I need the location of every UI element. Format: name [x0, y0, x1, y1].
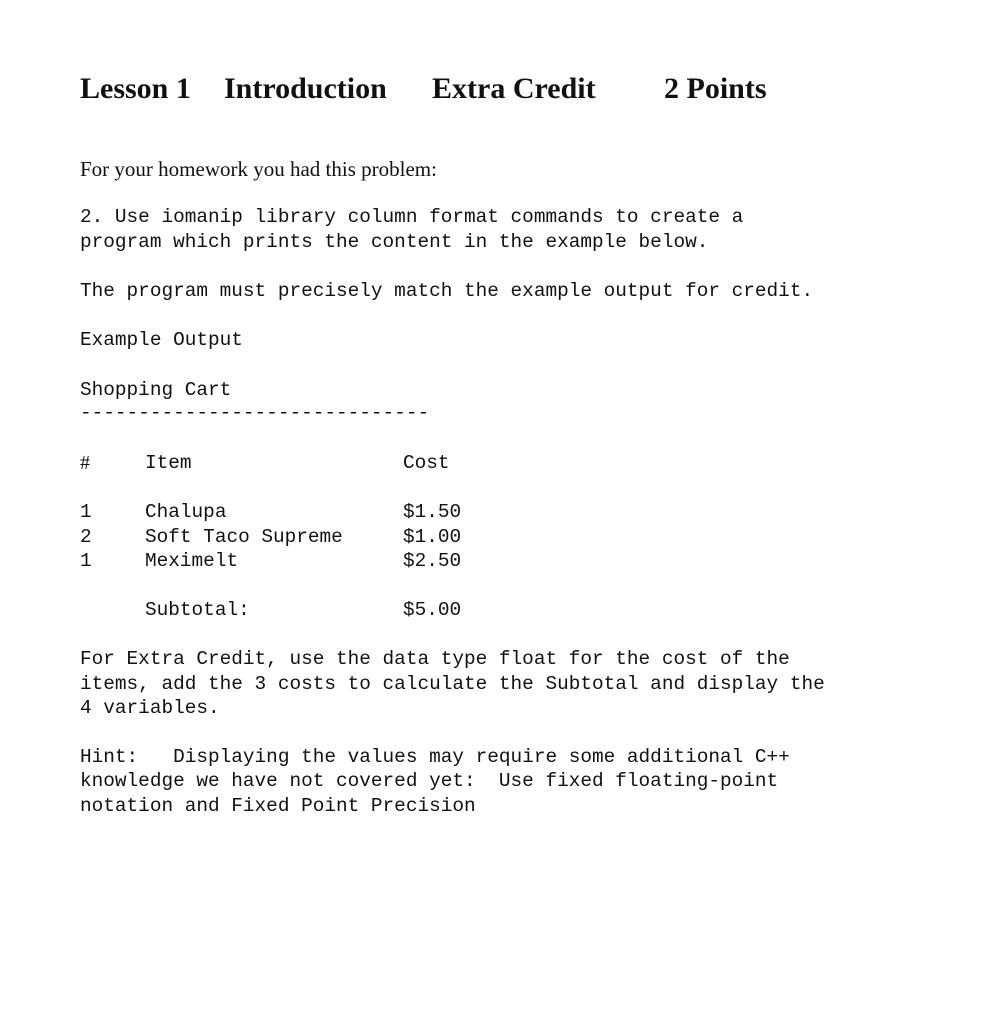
row-qty: 1 [80, 550, 92, 572]
requirement-text: The program must precisely match the example output for credit. [80, 280, 814, 302]
problem-line-1: 2. Use iomanip library column format commands to create a [80, 206, 744, 228]
row-cost: $1.00 [403, 526, 462, 548]
header-qty: # [80, 452, 90, 474]
title-section: Extra Credit [432, 72, 596, 105]
subtotal-label: Subtotal: [145, 599, 250, 621]
title-lesson: Lesson 1 [80, 72, 191, 105]
extra-credit-line-2: items, add the 3 costs to calculate the Subtotal and display the [80, 673, 825, 695]
subtotal-value: $5.00 [403, 599, 462, 621]
header-item: Item [145, 452, 192, 474]
extra-credit-line-3: 4 variables. [80, 697, 220, 719]
title-points: 2 Points [664, 72, 767, 105]
intro-text: For your homework you had this problem: [80, 157, 437, 181]
row-cost: $2.50 [403, 550, 462, 572]
cart-divider: ------------------------------ [80, 402, 430, 424]
row-item: Meximelt [145, 550, 239, 572]
problem-line-2: program which prints the content in the example below. [80, 231, 709, 253]
row-item: Chalupa [145, 501, 227, 523]
header-cost: Cost [403, 452, 450, 474]
title-topic: Introduction [224, 72, 387, 105]
row-cost: $1.50 [403, 501, 462, 523]
hint-line-1: Hint: Displaying the values may require some additional C++ [80, 746, 790, 768]
hint-line-3: notation and Fixed Point Precision [80, 795, 476, 817]
example-output-label: Example Output [80, 329, 243, 351]
hint-line-2: knowledge we have not covered yet: Use fixed floating-point [80, 770, 779, 792]
extra-credit-line-1: For Extra Credit, use the data type float for the cost of the [80, 648, 790, 670]
row-qty: 1 [80, 501, 92, 523]
cart-title: Shopping Cart [80, 379, 232, 401]
row-qty: 2 [80, 526, 92, 548]
row-item: Soft Taco Supreme [145, 526, 343, 548]
